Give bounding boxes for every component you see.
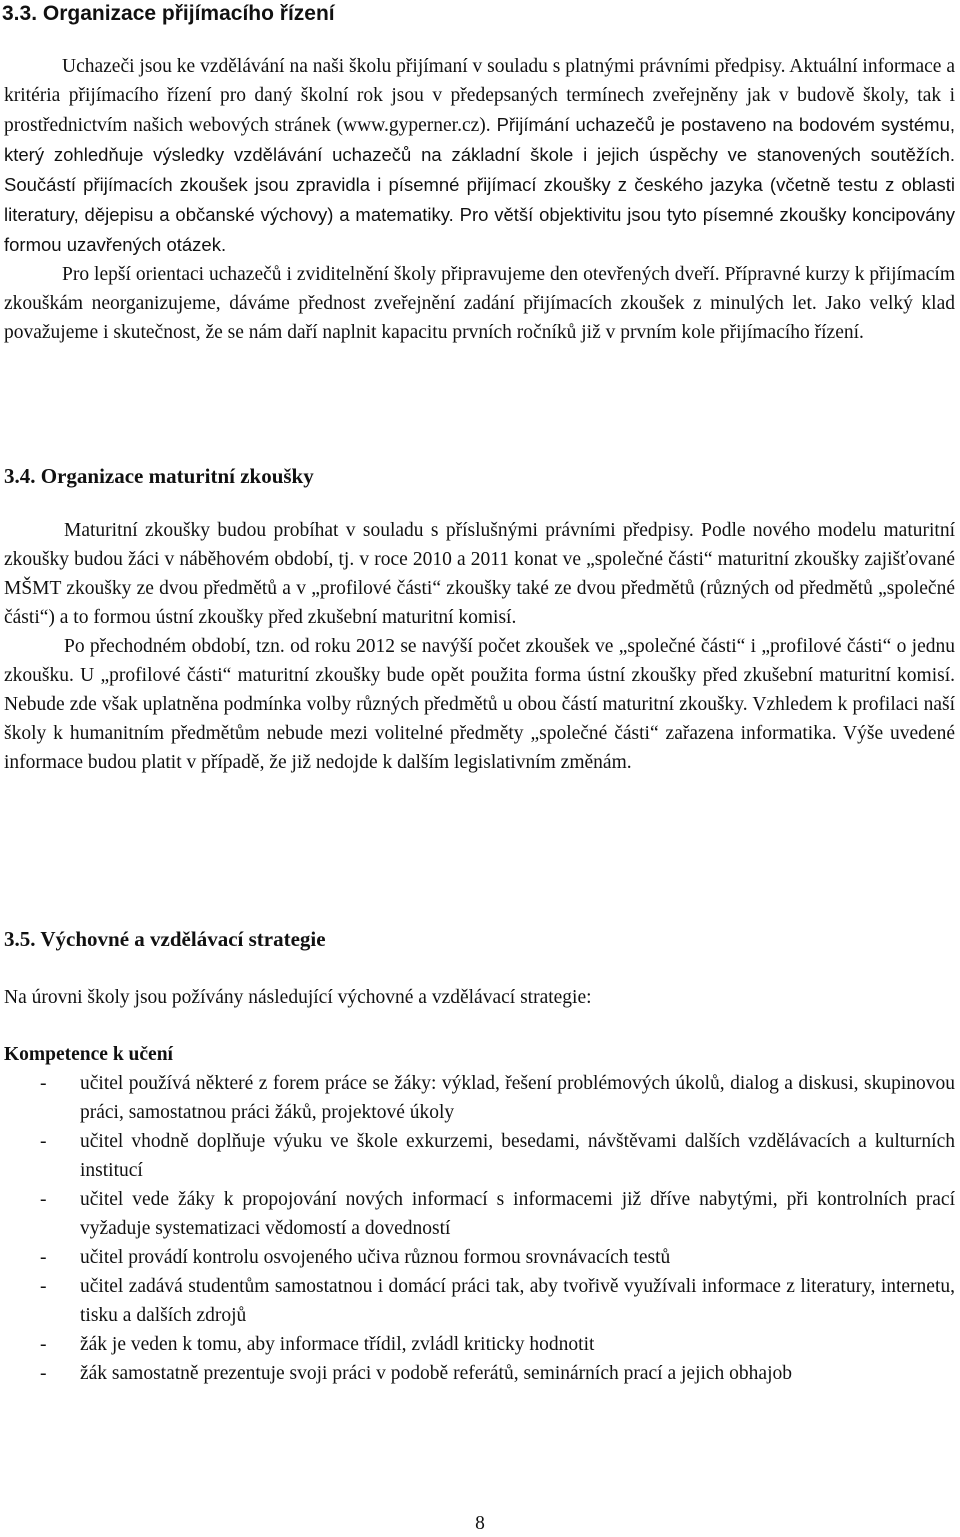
list-item-text: žák je veden k tomu, aby informace třídil, zvládl kriticky hodnotit [80,1334,595,1355]
list-item [4,1127,955,1185]
list-bullet: - [40,1334,47,1355]
list-item [4,1185,955,1243]
list-item-text: učitel používá některé z forem práce se žáky: výklad, řešení problémových úkolů, dialog a diskusi, skupinovou práci, samostatnou práci žáků, projektové úkoly [80,1073,955,1123]
section-heading-3-4: 3.4. Organizace maturitní zkoušky [4,464,314,488]
list-bullet: - [40,1131,47,1152]
list-item [4,1272,955,1330]
paragraph-maturita-model: Maturitní zkoušky budou probíhat v souladu s příslušnými právními předpisy. Podle nového modelu maturitní zkoušky budou žáci v náběhovém období, tj. v roce 2010 a 2011 konat ve „společné části“ maturitní zkoušky zajišťované MŠMT zkoušky ze dvou předmětů a v „profilové části“ zkoušky také ze dvou předmětů (různých od předmětů „společné části“) a to formou ústní zkoušky před zkušební maturitní komisí. [4,520,955,628]
strategies-intro: Na úrovni školy jsou požívány následující výchovné a vzdělávací strategie: [4,987,592,1008]
list-item-text: učitel zadává studentům samostatnou i domácí práci tak, aby tvořivě využívali informace z literatury, internetu, tisku a dalších zdrojů [80,1276,955,1326]
competence-subheading: Kompetence k učení [4,1044,173,1065]
paragraph-admission-legal: Uchazeči jsou ke vzdělávání na naši školu přijímaní v souladu s platnými právními předpisy. Aktuální informace a kritéria přijímacího řízení pro daný školní rok jsou v předepsaných termínech zveřejněny jak v budově školy, tak i prostřednictvím našich webových stránek (www.gyperner.cz). [4,56,955,136]
section-heading-3-3: 3.3. Organizace přijímacího řízení [2,2,335,25]
list-bullet: - [40,1276,47,1297]
section-3-3-body [4,52,955,347]
section-heading-3-5: 3.5. Výchovné a vzdělávací strategie [4,927,326,951]
paragraph-open-day: Pro lepší orientaci uchazečů i zviditelnění školy připravujeme den otevřených dveří. Přípravné kurzy k přijímacím zkouškám neorganizujeme, dáváme přednost zveřejnění zadání přijímacích zkoušek z minulých let. Jako velký klad považujeme i skutečnost, že se nám daří naplnit kapacitu prvních ročníků již v prvním kole přijímacího řízení. [4,264,955,343]
section-3-4-body [4,516,955,777]
paragraph-admission-process [4,52,955,260]
list-item-text: učitel provádí kontrolu osvojeného učiva různou formou srovnávacích testů [80,1247,671,1268]
list-item [4,1069,955,1127]
list-bullet: - [40,1363,47,1384]
list-bullet: - [40,1073,47,1094]
list-bullet: - [40,1247,47,1268]
list-item [4,1359,955,1388]
list-bullet: - [40,1189,47,1210]
list-item-text: učitel vhodně doplňuje výuku ve škole exkurzemi, besedami, návštěvami dalších vzdělávacích a kulturních institucí [80,1131,955,1181]
list-item [4,1243,955,1272]
list-item-text: žák samostatně prezentuje svoji práci v podobě referátů, seminárních prací a jejich obhajob [80,1363,793,1384]
page-number: 8 [475,1513,485,1534]
competence-list [4,1069,955,1388]
list-item-text: učitel vede žáky k propojování nových informací s informacemi již dříve nabytými, při kontrolních prací vyžaduje systematizaci vědomostí a dovedností [80,1189,955,1239]
paragraph-admission-points: Přijímání uchazečů je postaveno na bodovém systému, který zohledňuje výsledky vzdělávání uchazečů na základní škole i jejich úspěchy ve stanovených soutěžích. Součástí přijímacích zkoušek jsou zpravidla i písemné přijímací zkoušky z českého jazyka (včetně testu z oblasti literatury, dějepisu a občanské výchovy) a matematiky. Pro větší objektivitu jsou tyto písemné zkoušky koncipovány formou uzavřených otázek. [4,114,955,255]
paragraph-maturita-after-2012: Po přechodném období, tzn. od roku 2012 se navýší počet zkoušek ve „společné části“ i „profilové části“ o jednu zkoušku. U „profilové části“ maturitní zkoušky bude opět použita forma ústní zkoušky před zkušební maturitní komisí. Nebude zde však uplatněna podmínka volby různých předmětů u obou částí maturitní zkoušky. Vzhledem k profilaci naší školy k humanitním předmětům nebude mezi volitelné předměty „společné části“ zařazena informatika. Výše uvedené informace budou platit v případě, že již nedojde k dalším legislativním změnám. [4,636,955,773]
list-item [4,1330,955,1359]
